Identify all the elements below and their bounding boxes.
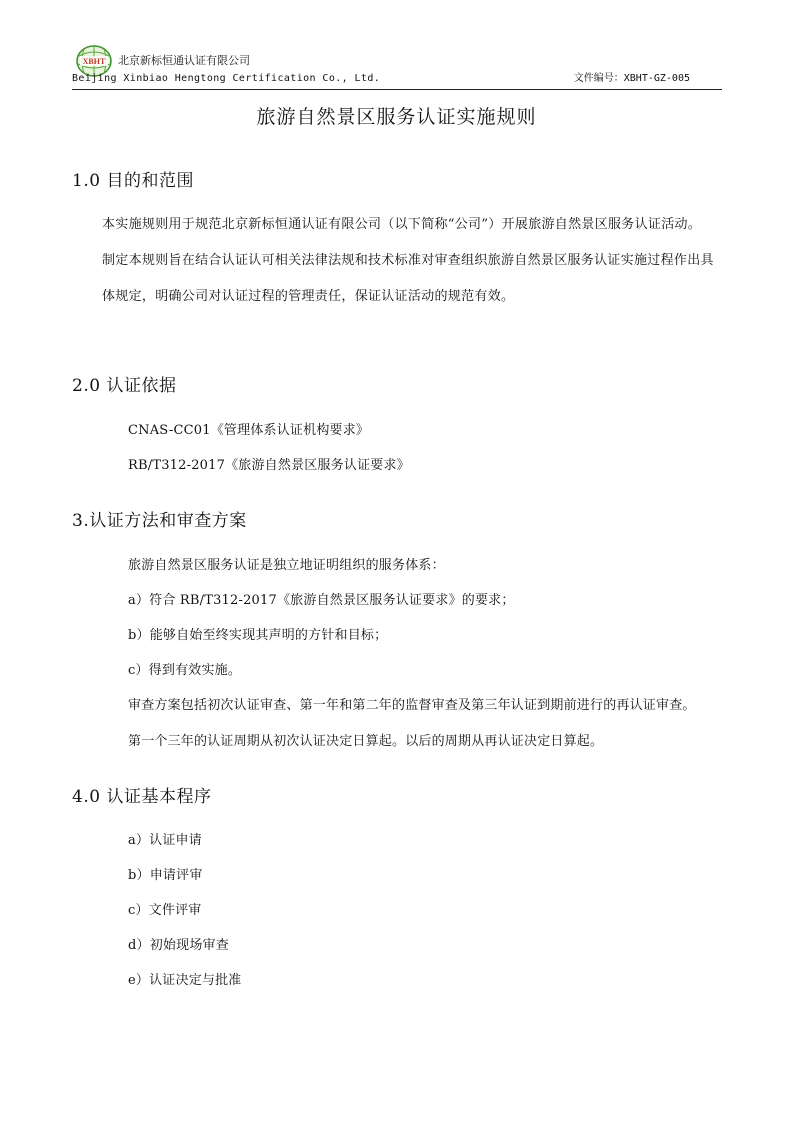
section-heading: 3.认证方法和审查方案	[72, 511, 247, 531]
paragraph: 制定本规则旨在结合认证认可相关法律法规和技术标准对审查组织旅游自然景区服务认证实施过程作出具体规定，明确公司对认证过程的管理责任，保证认证活动的规范有效。	[102, 253, 714, 304]
list-item: b）能够自始至终实现其声明的方针和目标；	[128, 628, 388, 643]
list-item: c）文件评审	[128, 903, 202, 918]
list-item: d）初始现场审查	[128, 938, 229, 953]
section-1-body	[102, 207, 722, 315]
list-item: a）认证申请	[128, 833, 202, 848]
document-title: 旅游自然景区服务认证实施规则	[256, 106, 537, 128]
company-name-en: Beijing Xinbiao Hengtong Certification Co., Ltd.	[72, 73, 381, 84]
file-number	[574, 72, 690, 86]
header-divider	[72, 89, 722, 90]
list-item: a）符合 RB/T312-2017《旅游自然景区服务认证要求》的要求；	[128, 593, 515, 608]
file-number-value: XBHT-GZ-005	[623, 73, 690, 84]
section-heading: 1.0 目的和范围	[72, 171, 194, 191]
file-number-label: 文件编号：	[573, 73, 624, 84]
page-header	[72, 44, 722, 90]
company-name-cn: 北京新标恒通认证有限公司	[118, 54, 250, 67]
svg-text:XBHT: XBHT	[82, 57, 106, 66]
list-item: RB/T312-2017《旅游自然景区服务认证要求》	[128, 458, 410, 473]
paragraph: 本实施规则用于规范北京新标恒通认证有限公司（以下简称“公司”）开展旅游自然景区服务认证活动。	[102, 217, 702, 232]
list-item: 旅游自然景区服务认证是独立地证明组织的服务体系：	[128, 558, 445, 573]
list-item: e）认证决定与批准	[128, 973, 242, 988]
section-heading: 2.0 认证依据	[72, 376, 177, 396]
section-heading: 4.0 认证基本程序	[72, 787, 212, 807]
list-item: 审查方案包括初次认证审查、第一年和第二年的监督审查及第三年认证到期前进行的再认证审查。	[128, 698, 696, 713]
list-item: b）申请评审	[128, 868, 203, 883]
list-item: CNAS-CC01《管理体系认证机构要求》	[128, 423, 370, 438]
list-item: 第一个三年的认证周期从初次认证决定日算起。以后的周期从再认证决定日算起。	[128, 734, 604, 749]
list-item: c）得到有效实施。	[128, 663, 242, 678]
